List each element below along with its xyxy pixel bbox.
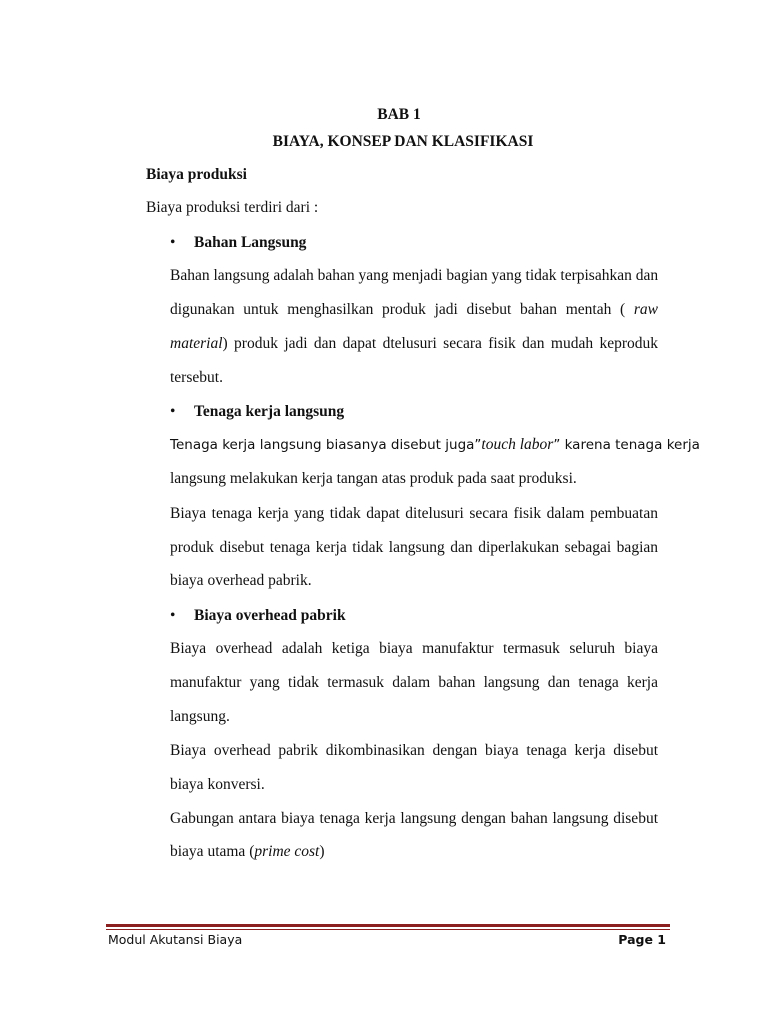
paragraph-line: biaya overhead pabrik. <box>170 572 312 589</box>
text-run-italic: material <box>170 335 223 352</box>
paragraph-line: Biaya overhead pabrik dikombinasikan dengan biaya tenaga kerja disebut <box>170 742 658 759</box>
paragraph-line <box>170 301 658 319</box>
bullet-label: Bahan Langsung <box>194 234 307 251</box>
bullet-label: Biaya overhead pabrik <box>194 607 346 624</box>
text-run: Tenaga kerja langsung biasanya disebut juga” <box>170 437 482 453</box>
page-number: Page 1 <box>618 932 666 947</box>
chapter-title: BIAYA, KONSEP DAN KLASIFIKASI <box>272 133 534 150</box>
footer-title: Modul Akutansi Biaya <box>108 932 243 947</box>
text-run-italic: raw <box>633 301 658 318</box>
text-run-italic: touch labor <box>481 436 554 453</box>
paragraph-line: Biaya overhead adalah ketiga biaya manufaktur termasuk seluruh biaya <box>170 640 658 657</box>
paragraph-line: Bahan langsung adalah bahan yang menjadi bagian yang tidak terpisahkan dan <box>170 267 659 284</box>
footer-rule-thick <box>106 924 670 927</box>
chapter-number: BAB 1 <box>377 106 421 123</box>
bullet-icon: • <box>170 234 176 251</box>
text-run-italic: prime cost <box>254 843 320 860</box>
text-run: ” karena tenaga kerja <box>553 437 700 453</box>
bullet-icon: • <box>170 607 176 624</box>
paragraph-line: langsung melakukan kerja tangan atas produk pada saat produksi. <box>170 470 577 487</box>
footer-rule-thin <box>106 929 670 930</box>
paragraph-line: Biaya tenaga kerja yang tidak dapat ditelusuri secara fisik dalam pembuatan <box>170 505 658 522</box>
paragraph-line: biaya konversi. <box>170 776 265 793</box>
paragraph-line: langsung. <box>170 708 230 725</box>
paragraph-line: tersebut. <box>170 369 223 386</box>
intro-text: Biaya produksi terdiri dari : <box>146 199 319 216</box>
paragraph-line <box>170 843 658 861</box>
paragraph-line <box>170 436 700 454</box>
paragraph-line: Gabungan antara biaya tenaga kerja langsung dengan bahan langsung disebut <box>170 810 658 827</box>
section-heading: Biaya produksi <box>146 166 247 183</box>
paragraph-line <box>170 335 658 353</box>
text-run: ) <box>319 843 325 860</box>
paragraph-line: manufaktur yang tidak termasuk dalam bahan langsung dan tenaga kerja <box>170 674 658 691</box>
text-run: ) produk jadi dan dapat dtelusuri secara fisik dan mudah keproduk <box>222 335 658 352</box>
text-run: biaya utama ( <box>170 843 255 860</box>
text-run: digunakan untuk menghasilkan produk jadi disebut bahan mentah ( <box>170 301 626 318</box>
paragraph-line: produk disebut tenaga kerja tidak langsung dan diperlakukan sebagai bagian <box>170 539 658 556</box>
bullet-label: Tenaga kerja langsung <box>194 403 345 420</box>
bullet-icon: • <box>170 403 176 420</box>
